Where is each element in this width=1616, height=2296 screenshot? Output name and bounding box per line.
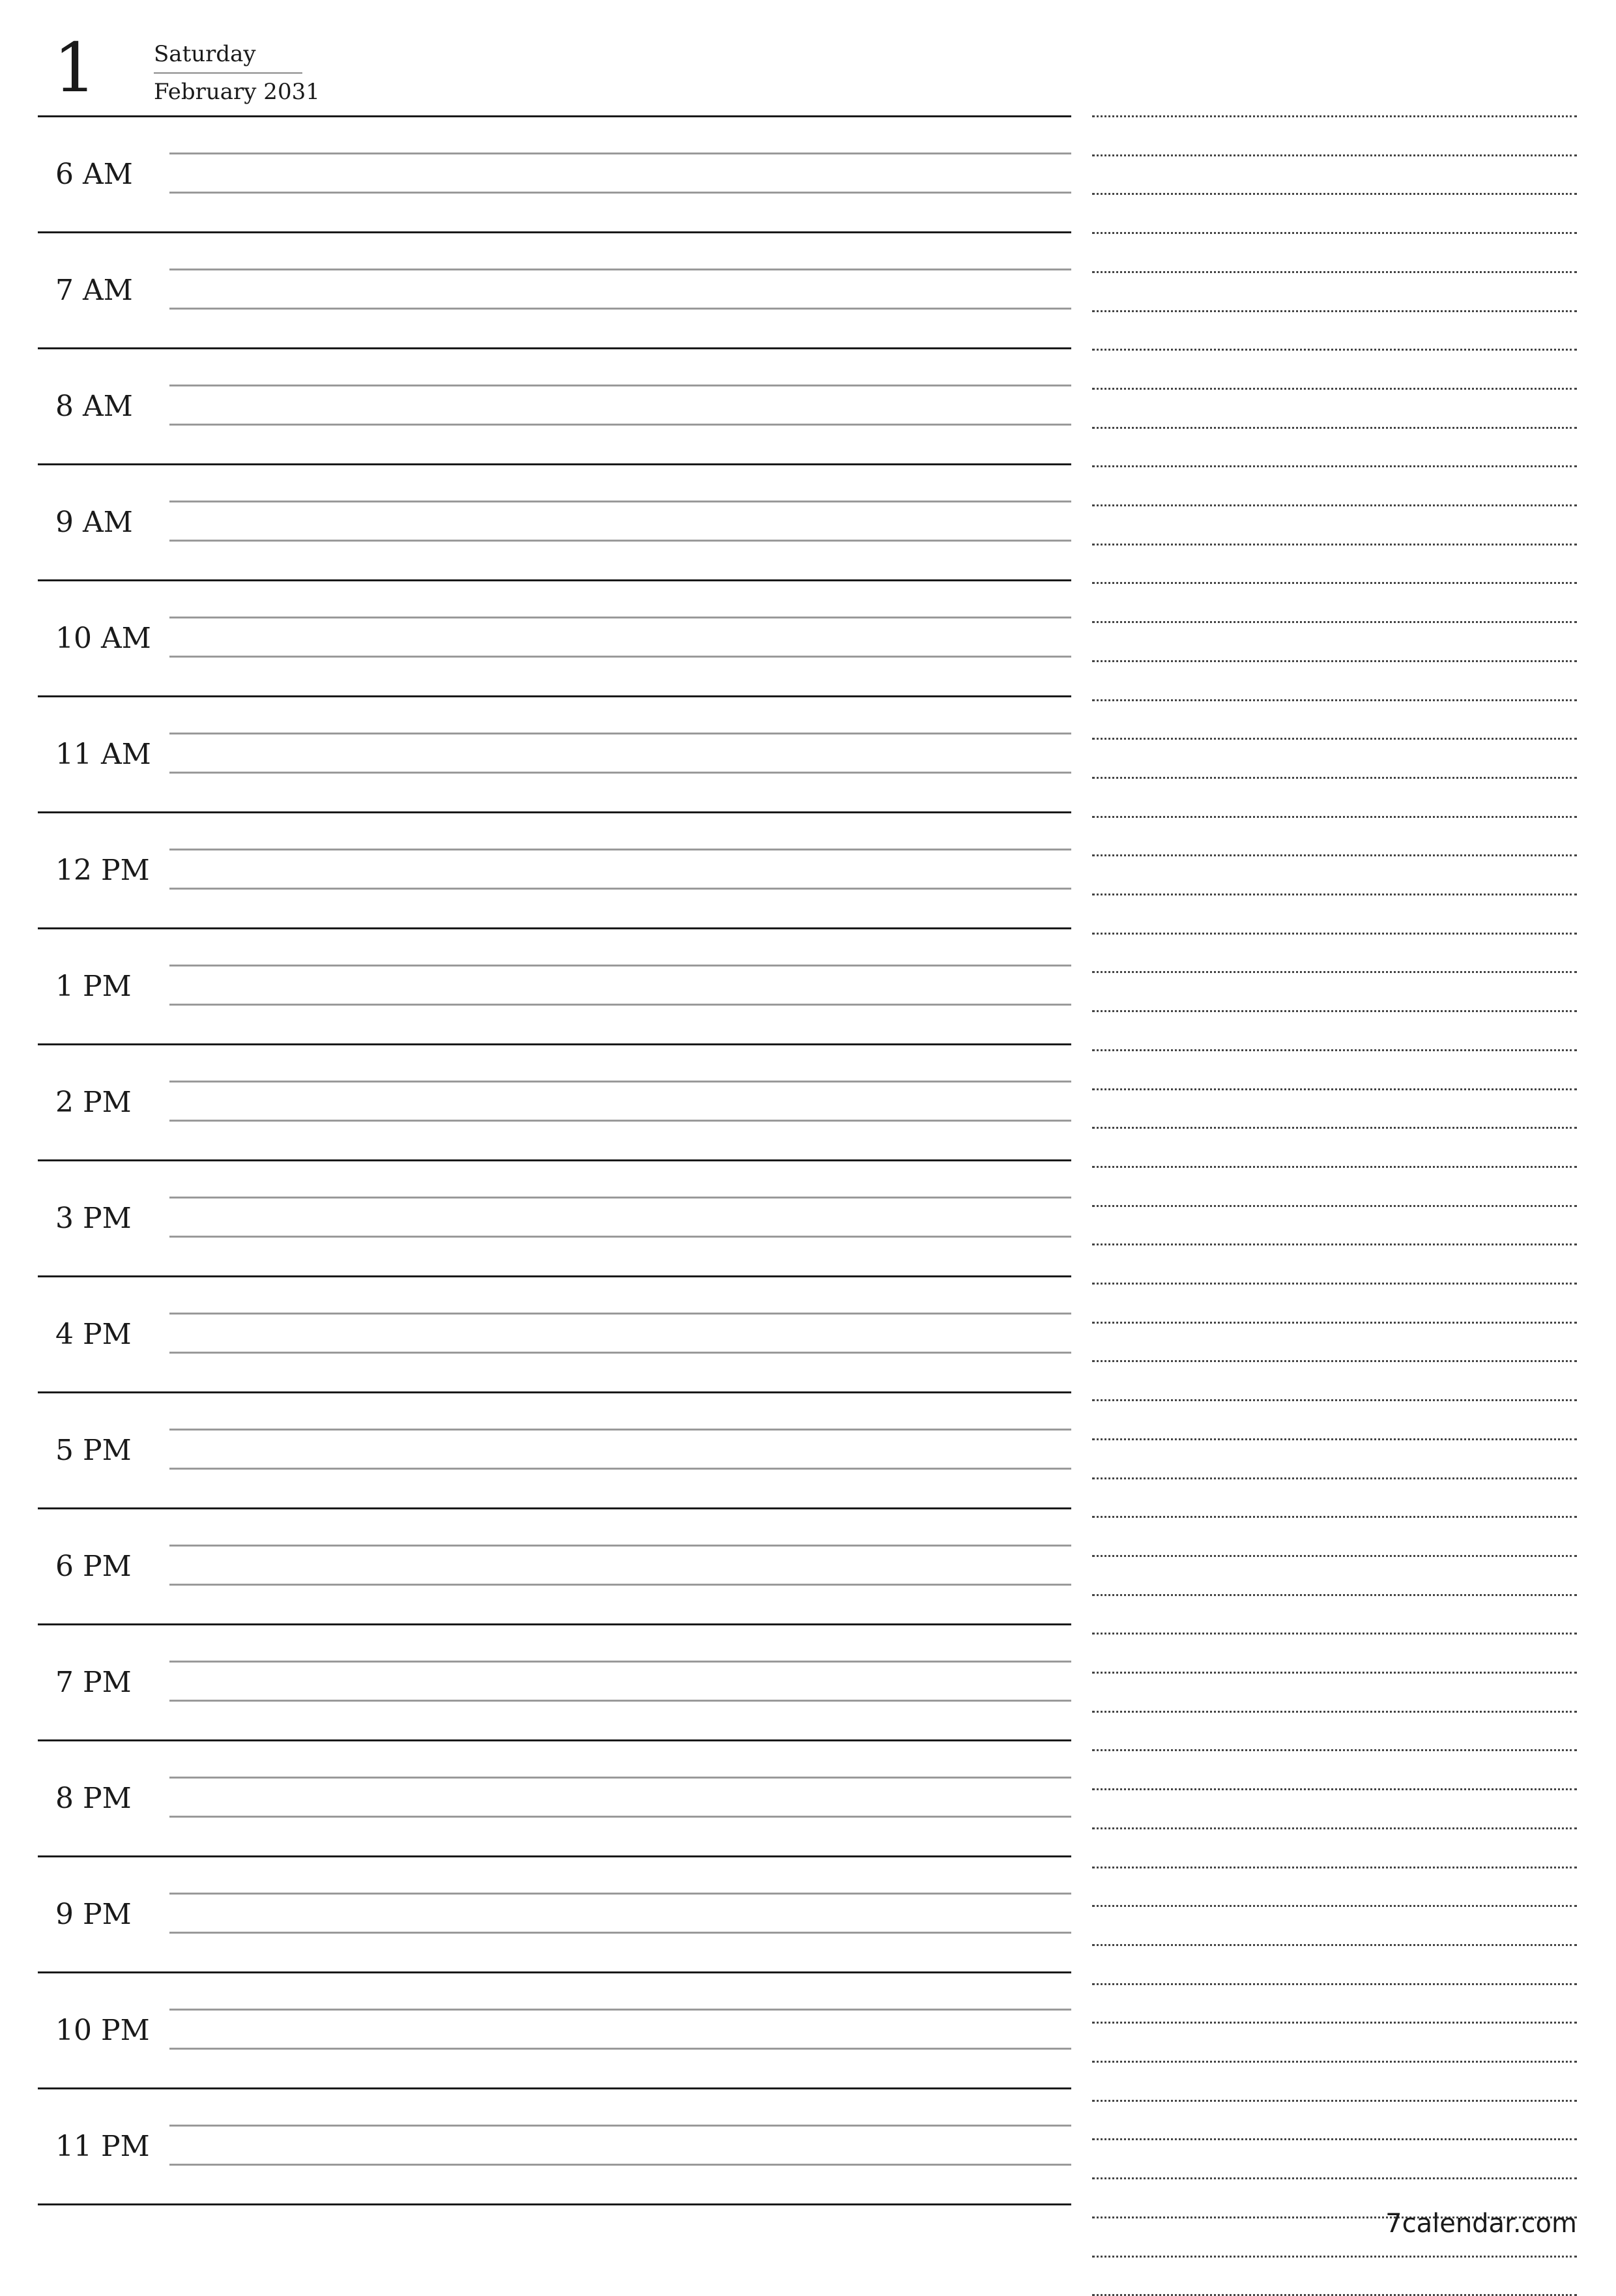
time-slot-label: 10 PM xyxy=(55,2014,150,2047)
time-slot-label: 5 PM xyxy=(55,1434,132,1467)
time-slot-label: 1 PM xyxy=(55,970,132,1003)
time-slot xyxy=(38,927,1071,1043)
note-line[interactable] xyxy=(1092,1049,1577,1051)
note-line[interactable] xyxy=(1092,660,1577,662)
time-slot xyxy=(38,1275,1071,1391)
note-line[interactable] xyxy=(1092,777,1577,779)
note-line[interactable] xyxy=(1092,894,1577,895)
writing-line[interactable] xyxy=(169,2009,1071,2011)
writing-line[interactable] xyxy=(169,656,1071,658)
note-line[interactable] xyxy=(1092,854,1577,856)
time-slot-label: 9 PM xyxy=(55,1898,132,1931)
note-line[interactable] xyxy=(1092,1438,1577,1440)
writing-line[interactable] xyxy=(169,888,1071,890)
note-line[interactable] xyxy=(1092,544,1577,545)
note-line[interactable] xyxy=(1092,2100,1577,2102)
writing-line[interactable] xyxy=(169,153,1071,154)
time-slot xyxy=(38,1623,1071,1739)
weekday-label: Saturday xyxy=(154,41,256,67)
time-slot-label: 11 PM xyxy=(55,2130,150,2163)
writing-line[interactable] xyxy=(169,1700,1071,1702)
note-line[interactable] xyxy=(1092,1205,1577,1207)
note-line[interactable] xyxy=(1092,2177,1577,2179)
time-slot xyxy=(38,463,1071,579)
writing-line[interactable] xyxy=(169,1313,1071,1315)
note-line[interactable] xyxy=(1092,465,1577,467)
note-line[interactable] xyxy=(1092,738,1577,740)
time-slot xyxy=(38,1391,1071,1507)
note-line[interactable] xyxy=(1092,1749,1577,1751)
writing-line[interactable] xyxy=(169,1120,1071,1122)
note-line[interactable] xyxy=(1092,1944,1577,1946)
note-line[interactable] xyxy=(1092,115,1577,117)
writing-line[interactable] xyxy=(169,1932,1071,1934)
note-line[interactable] xyxy=(1092,1477,1577,1479)
writing-line[interactable] xyxy=(169,269,1071,270)
note-line[interactable] xyxy=(1092,2256,1577,2258)
note-line[interactable] xyxy=(1092,699,1577,701)
time-slot xyxy=(38,1507,1071,1623)
header-divider xyxy=(154,72,302,74)
time-slot-label: 8 PM xyxy=(55,1782,132,1815)
note-line[interactable] xyxy=(1092,1827,1577,1829)
hourly-schedule xyxy=(38,115,1071,2205)
time-slot xyxy=(38,1971,1071,2087)
note-line[interactable] xyxy=(1092,1088,1577,1090)
note-line[interactable] xyxy=(1092,271,1577,273)
writing-line[interactable] xyxy=(169,772,1071,774)
time-slot xyxy=(38,347,1071,463)
note-line[interactable] xyxy=(1092,582,1577,584)
note-line[interactable] xyxy=(1092,349,1577,351)
writing-line[interactable] xyxy=(169,2164,1071,2166)
writing-line[interactable] xyxy=(169,1081,1071,1083)
note-line[interactable] xyxy=(1092,1127,1577,1129)
note-line[interactable] xyxy=(1092,1633,1577,1635)
note-line[interactable] xyxy=(1092,1516,1577,1518)
note-line[interactable] xyxy=(1092,1711,1577,1713)
note-line[interactable] xyxy=(1092,933,1577,935)
note-line[interactable] xyxy=(1092,2022,1577,2024)
writing-line[interactable] xyxy=(169,1661,1071,1663)
writing-line[interactable] xyxy=(169,617,1071,618)
time-slot-label: 10 AM xyxy=(55,622,151,655)
note-line[interactable] xyxy=(1092,427,1577,429)
note-line[interactable] xyxy=(1092,621,1577,623)
time-slot-label: 7 AM xyxy=(55,274,133,307)
writing-line[interactable] xyxy=(169,1004,1071,1006)
writing-line[interactable] xyxy=(169,849,1071,850)
time-slot xyxy=(38,1159,1071,1275)
note-line[interactable] xyxy=(1092,388,1577,390)
note-line[interactable] xyxy=(1092,232,1577,234)
site-footer[interactable]: 7calendar.com xyxy=(1385,2209,1577,2239)
note-line[interactable] xyxy=(1092,310,1577,312)
writing-line[interactable] xyxy=(169,1429,1071,1431)
writing-line[interactable] xyxy=(169,1236,1071,1238)
writing-line[interactable] xyxy=(169,1545,1071,1547)
month-year-label: February 2031 xyxy=(154,79,320,105)
note-line[interactable] xyxy=(1092,154,1577,156)
time-slot xyxy=(38,1855,1071,1971)
writing-line[interactable] xyxy=(169,1584,1071,1586)
writing-line[interactable] xyxy=(169,308,1071,310)
time-slot-label: 8 AM xyxy=(55,390,133,423)
writing-line[interactable] xyxy=(169,1468,1071,1470)
time-slot xyxy=(38,2087,1071,2205)
time-slot xyxy=(38,1043,1071,1159)
time-slot-label: 6 AM xyxy=(55,158,133,191)
note-line[interactable] xyxy=(1092,1788,1577,1790)
time-slot-label: 6 PM xyxy=(55,1550,132,1583)
time-slot xyxy=(38,811,1071,927)
writing-line[interactable] xyxy=(169,424,1071,426)
time-slot xyxy=(38,1739,1071,1855)
note-line[interactable] xyxy=(1092,193,1577,195)
note-line[interactable] xyxy=(1092,1243,1577,1245)
time-slot-label: 7 PM xyxy=(55,1666,132,1699)
note-line[interactable] xyxy=(1092,1322,1577,1324)
time-slot-label: 4 PM xyxy=(55,1318,132,1351)
note-line[interactable] xyxy=(1092,1983,1577,1985)
writing-line[interactable] xyxy=(169,1352,1071,1354)
note-line[interactable] xyxy=(1092,1555,1577,1557)
note-line[interactable] xyxy=(1092,1905,1577,1907)
time-slot xyxy=(38,115,1071,231)
note-line[interactable] xyxy=(1092,1672,1577,1674)
writing-line[interactable] xyxy=(169,965,1071,966)
time-slot-label: 9 AM xyxy=(55,506,133,539)
time-slot xyxy=(38,695,1071,811)
note-line[interactable] xyxy=(1092,504,1577,506)
note-line[interactable] xyxy=(1092,1166,1577,1168)
writing-line[interactable] xyxy=(169,501,1071,502)
note-line[interactable] xyxy=(1092,1594,1577,1596)
time-slot xyxy=(38,579,1071,695)
writing-line[interactable] xyxy=(169,1893,1071,1895)
note-line[interactable] xyxy=(1092,2138,1577,2140)
note-line[interactable] xyxy=(1092,2061,1577,2063)
day-number: 1 xyxy=(53,28,97,108)
time-slot-label: 12 PM xyxy=(55,854,150,887)
writing-line[interactable] xyxy=(169,1816,1071,1818)
time-slot-label: 3 PM xyxy=(55,1202,132,1235)
writing-line[interactable] xyxy=(169,192,1071,194)
note-line[interactable] xyxy=(1092,971,1577,973)
time-slot xyxy=(38,231,1071,347)
note-line[interactable] xyxy=(1092,1010,1577,1012)
time-slot-label: 11 AM xyxy=(55,738,151,771)
note-line[interactable] xyxy=(1092,1867,1577,1868)
note-line[interactable] xyxy=(1092,1399,1577,1401)
note-line[interactable] xyxy=(1092,816,1577,818)
time-slot-label: 2 PM xyxy=(55,1086,132,1119)
writing-line[interactable] xyxy=(169,540,1071,542)
note-line[interactable] xyxy=(1092,1283,1577,1285)
notes-column xyxy=(1092,0,1577,2216)
writing-line[interactable] xyxy=(169,1197,1071,1199)
note-line[interactable] xyxy=(1092,1360,1577,1362)
writing-line[interactable] xyxy=(169,1777,1071,1779)
writing-line[interactable] xyxy=(169,733,1071,734)
writing-line[interactable] xyxy=(169,385,1071,386)
writing-line[interactable] xyxy=(169,2125,1071,2127)
writing-line[interactable] xyxy=(169,2048,1071,2050)
